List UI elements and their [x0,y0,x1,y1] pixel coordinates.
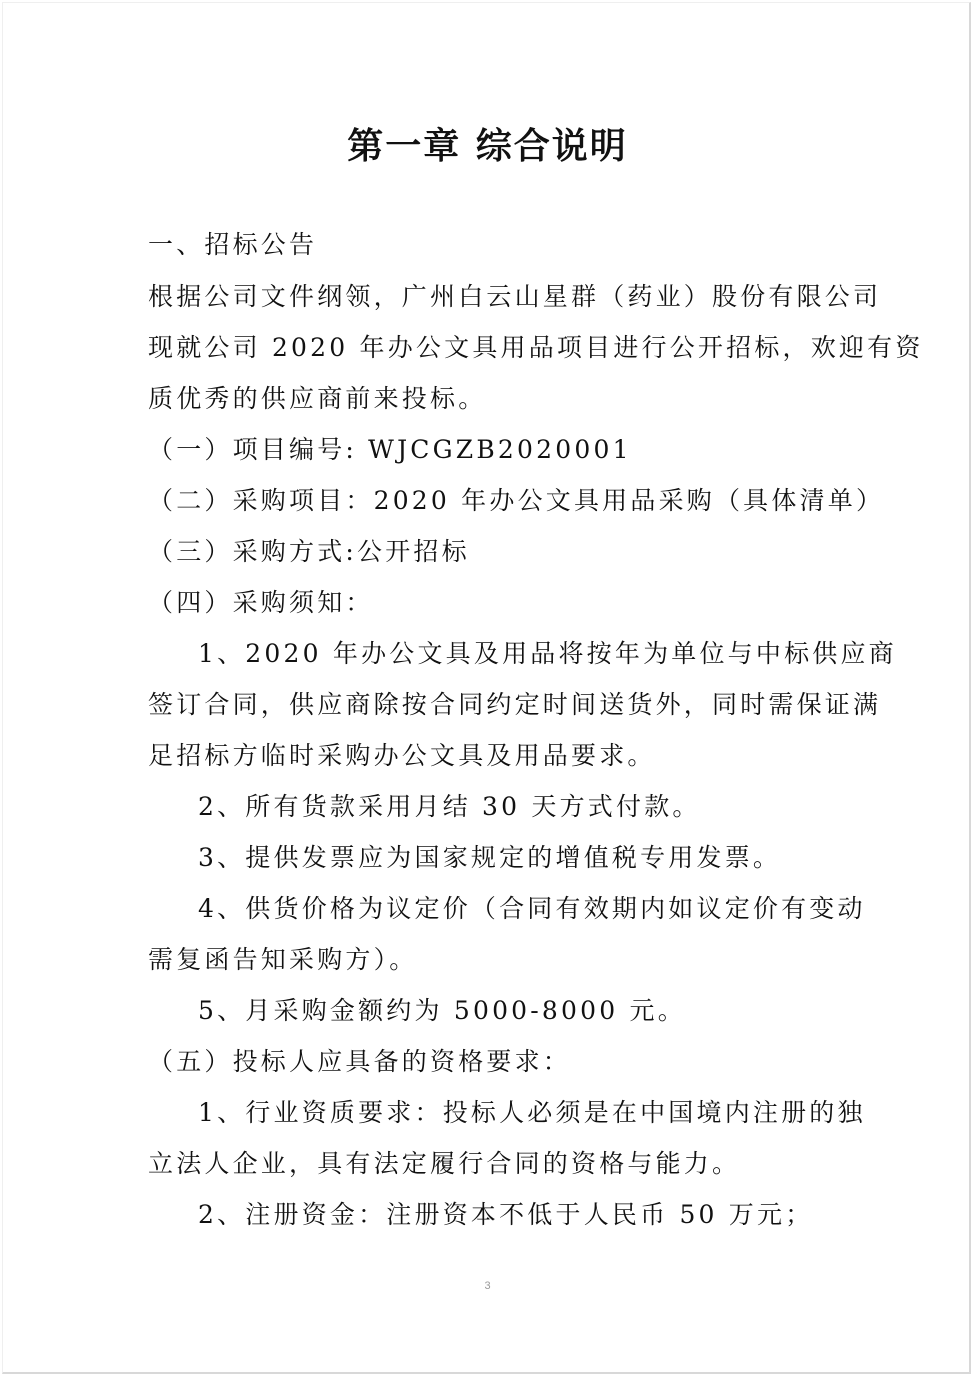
qualification-heading: （五）投标人应具备的资格要求： [148,1047,572,1076]
notice-item-2: 2、所有货款采用月结 30 天方式付款。 [198,792,701,821]
notice-item-4: 4、供货价格为议定价（合同有效期内如议定价有变动 [198,894,866,923]
paragraph-line: 质优秀的供应商前来投标。 [148,384,487,413]
notice-item-1: 1、2020 年办公文具及用品将按年为单位与中标供应商 [198,639,897,668]
qualification-item-1: 1、行业资质要求：投标人必须是在中国境内注册的独 [198,1098,866,1127]
paragraph-line: 签订合同，供应商除按合同约定时间送货外，同时需保证满 [148,690,882,719]
paragraph-line: 需复函告知采购方）。 [148,945,418,974]
paragraph-line: 立法人企业，具有法定履行合同的资格与能力。 [148,1149,741,1178]
procurement-item: （二）采购项目：2020 年办公文具用品采购（具体清单） [148,486,885,515]
paragraph-line: 根据公司文件纲领，广州白云山星群（药业）股份有限公司 [148,282,882,311]
notice-item-3: 3、提供发票应为国家规定的增值税专用发票。 [198,843,782,872]
section-heading: 一、招标公告 [148,230,318,259]
project-number: （一）项目编号: WJCGZB2020001 [148,435,632,464]
notice-item-5: 5、月采购金额约为 5000-8000 元。 [198,996,686,1025]
procurement-notice-heading: （四）采购须知： [148,588,374,617]
chapter-title: 第一章 综合说明 [347,125,628,167]
qualification-item-2: 2、注册资金：注册资本不低于人民币 50 万元； [198,1200,814,1229]
paragraph-line: 现就公司 2020 年办公文具用品项目进行公开招标，欢迎有资 [148,333,924,362]
page-number: 3 [484,1280,491,1292]
paragraph-line: 足招标方临时采购办公文具及用品要求。 [148,741,656,770]
procurement-method: （三）采购方式:公开招标 [148,537,470,566]
